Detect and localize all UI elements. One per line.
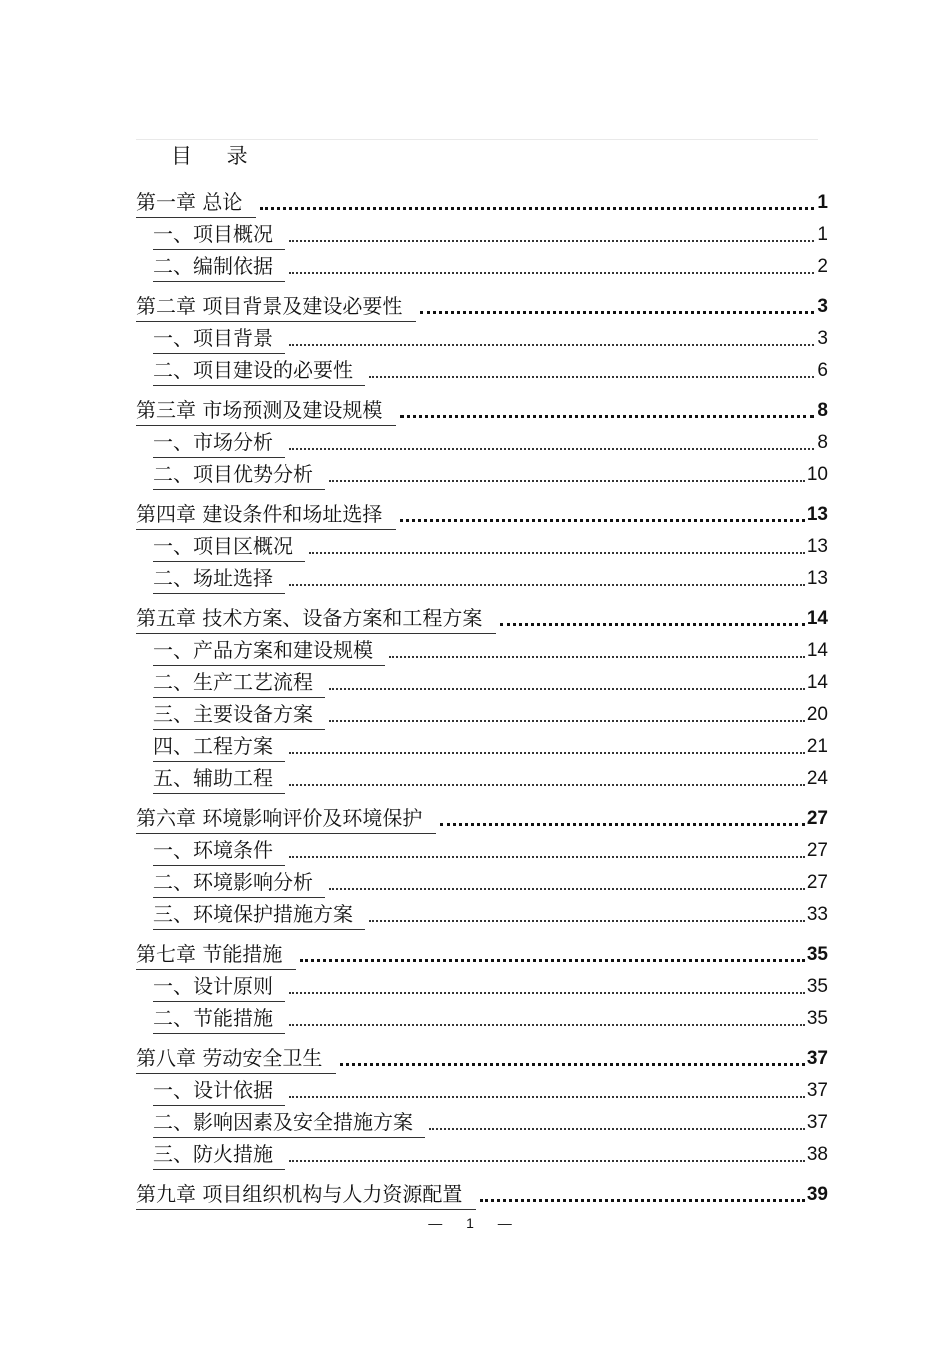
toc-page-number: 38 <box>806 1144 828 1165</box>
toc-entry-label: 二、生产工艺流程 <box>153 670 325 698</box>
toc-section-entry[interactable] <box>136 354 828 386</box>
toc-section-entry[interactable] <box>136 762 828 794</box>
toc-page-number: 14 <box>806 640 828 661</box>
toc-chapter-entry[interactable] <box>136 490 828 530</box>
toc-entry-label: 一、市场分析 <box>153 430 285 458</box>
dot-leader <box>329 479 805 482</box>
toc-page-number: 3 <box>817 296 828 317</box>
dot-leader <box>420 310 814 314</box>
toc-page-number: 27 <box>806 872 828 893</box>
dot-leader <box>289 583 805 586</box>
toc-page-number: 14 <box>806 672 828 693</box>
toc-section-entry[interactable] <box>136 1002 828 1034</box>
dot-leader <box>289 447 814 450</box>
toc-page-number: 35 <box>806 944 828 965</box>
dot-leader <box>440 822 805 826</box>
toc-entry-label: 一、环境条件 <box>153 838 285 866</box>
toc-section-entry[interactable] <box>136 218 828 250</box>
toc-page-number: 6 <box>817 360 828 381</box>
toc-entry-label: 三、主要设备方案 <box>153 702 325 730</box>
toc-entry-label: 二、编制依据 <box>153 254 285 282</box>
dot-leader <box>400 414 814 418</box>
toc-entry-label: 一、项目概况 <box>153 222 285 250</box>
toc-page-number: 35 <box>806 1008 828 1029</box>
toc-section-entry[interactable] <box>136 970 828 1002</box>
dot-leader <box>480 1198 805 1202</box>
toc-page-number: 27 <box>806 840 828 861</box>
toc-page-number: 8 <box>817 400 828 421</box>
toc-page-number: 1 <box>817 224 828 245</box>
toc-section-entry[interactable] <box>136 1138 828 1170</box>
dot-leader <box>289 1159 805 1162</box>
dot-leader <box>400 518 805 522</box>
toc-entry-label: 第九章 项目组织机构与人力资源配置 <box>136 1182 476 1210</box>
dot-leader <box>300 958 805 962</box>
toc-entry-label: 二、环境影响分析 <box>153 870 325 898</box>
toc-page-number: 13 <box>806 568 828 589</box>
toc-page-number: 10 <box>806 464 828 485</box>
toc-section-entry[interactable] <box>136 634 828 666</box>
toc-section-entry[interactable] <box>136 666 828 698</box>
toc-section-entry[interactable] <box>136 1106 828 1138</box>
toc-page-number: 2 <box>817 256 828 277</box>
toc-page-number: 1 <box>817 192 828 213</box>
dot-leader <box>289 1023 805 1026</box>
toc-chapter-entry[interactable] <box>136 594 828 634</box>
toc-page-number: 24 <box>806 768 828 789</box>
toc-chapter-entry[interactable] <box>136 282 828 322</box>
dot-leader <box>340 1062 805 1066</box>
toc-section-entry[interactable] <box>136 866 828 898</box>
toc-section-entry[interactable] <box>136 1074 828 1106</box>
toc-entry-label: 第五章 技术方案、设备方案和工程方案 <box>136 606 496 634</box>
toc-chapter-entry[interactable] <box>136 178 828 218</box>
dot-leader <box>289 783 805 786</box>
page-footer: — 1 — <box>428 1215 522 1231</box>
toc-page-number: 35 <box>806 976 828 997</box>
dot-leader <box>309 551 805 554</box>
toc-page-number: 8 <box>817 432 828 453</box>
toc-entry-label: 第七章 节能措施 <box>136 942 296 970</box>
toc-entry-label: 二、影响因素及安全措施方案 <box>153 1110 425 1138</box>
toc-entry-label: 一、设计依据 <box>153 1078 285 1106</box>
toc-entry-label: 二、节能措施 <box>153 1006 285 1034</box>
toc-chapter-entry[interactable] <box>136 386 828 426</box>
dot-leader <box>289 1095 805 1098</box>
toc-entry-label: 二、场址选择 <box>153 566 285 594</box>
toc-entry-label: 一、项目区概况 <box>153 534 305 562</box>
dot-leader <box>289 271 814 274</box>
toc-section-entry[interactable] <box>136 426 828 458</box>
dot-leader <box>260 206 814 210</box>
dot-leader <box>429 1127 805 1130</box>
toc-entry-label: 二、项目优势分析 <box>153 462 325 490</box>
toc-page-number: 37 <box>806 1080 828 1101</box>
toc-page-number: 14 <box>806 608 828 629</box>
toc-chapter-entry[interactable] <box>136 1034 828 1074</box>
toc-section-entry[interactable] <box>136 834 828 866</box>
dot-leader <box>289 239 814 242</box>
toc-chapter-entry[interactable] <box>136 930 828 970</box>
toc-entry-label: 四、工程方案 <box>153 734 285 762</box>
toc-section-entry[interactable] <box>136 730 828 762</box>
toc-section-entry[interactable] <box>136 698 828 730</box>
toc-page-number: 27 <box>806 808 828 829</box>
dot-leader <box>289 991 805 994</box>
toc-page-number: 33 <box>806 904 828 925</box>
dot-leader <box>500 622 805 626</box>
toc-page-number: 39 <box>806 1184 828 1205</box>
dot-leader <box>329 887 805 890</box>
dot-leader <box>369 919 805 922</box>
toc-entry-label: 第八章 劳动安全卫生 <box>136 1046 336 1074</box>
dot-leader <box>369 375 814 378</box>
toc-entry-label: 第三章 市场预测及建设规模 <box>136 398 396 426</box>
toc-section-entry[interactable] <box>136 322 828 354</box>
dot-leader <box>289 751 805 754</box>
toc-entry-label: 第四章 建设条件和场址选择 <box>136 502 396 530</box>
toc-section-entry[interactable] <box>136 530 828 562</box>
dot-leader <box>329 687 805 690</box>
toc-page-number: 37 <box>806 1048 828 1069</box>
toc-entry-label: 一、项目背景 <box>153 326 285 354</box>
dot-leader <box>389 655 805 658</box>
toc-section-entry[interactable] <box>136 562 828 594</box>
toc-entry-label: 第二章 项目背景及建设必要性 <box>136 294 416 322</box>
toc-entry-label: 第一章 总论 <box>136 190 256 218</box>
toc-page-number: 13 <box>806 536 828 557</box>
toc-page-number: 3 <box>817 328 828 349</box>
toc-entry-label: 三、环境保护措施方案 <box>153 902 365 930</box>
toc-page-number: 37 <box>806 1112 828 1133</box>
toc-entry-label: 第六章 环境影响评价及环境保护 <box>136 806 436 834</box>
toc-chapter-entry[interactable] <box>136 794 828 834</box>
toc-page-number: 21 <box>806 736 828 757</box>
toc-title: 目 录 <box>171 144 262 168</box>
toc-section-entry[interactable] <box>136 458 828 490</box>
toc-section-entry[interactable] <box>136 898 828 930</box>
toc-section-entry[interactable] <box>136 250 828 282</box>
toc-chapter-entry[interactable] <box>136 1170 828 1210</box>
dot-leader <box>329 719 805 722</box>
toc-entry-label: 五、辅助工程 <box>153 766 285 794</box>
dot-leader <box>289 855 805 858</box>
toc-page-number: 20 <box>806 704 828 725</box>
toc-entry-label: 二、项目建设的必要性 <box>153 358 365 386</box>
toc-entry-label: 一、设计原则 <box>153 974 285 1002</box>
dot-leader <box>289 343 814 346</box>
toc-page-number: 13 <box>806 504 828 525</box>
toc-entry-label: 三、防火措施 <box>153 1142 285 1170</box>
toc-entry-label: 一、产品方案和建设规模 <box>153 638 385 666</box>
table-of-contents <box>136 178 828 1210</box>
